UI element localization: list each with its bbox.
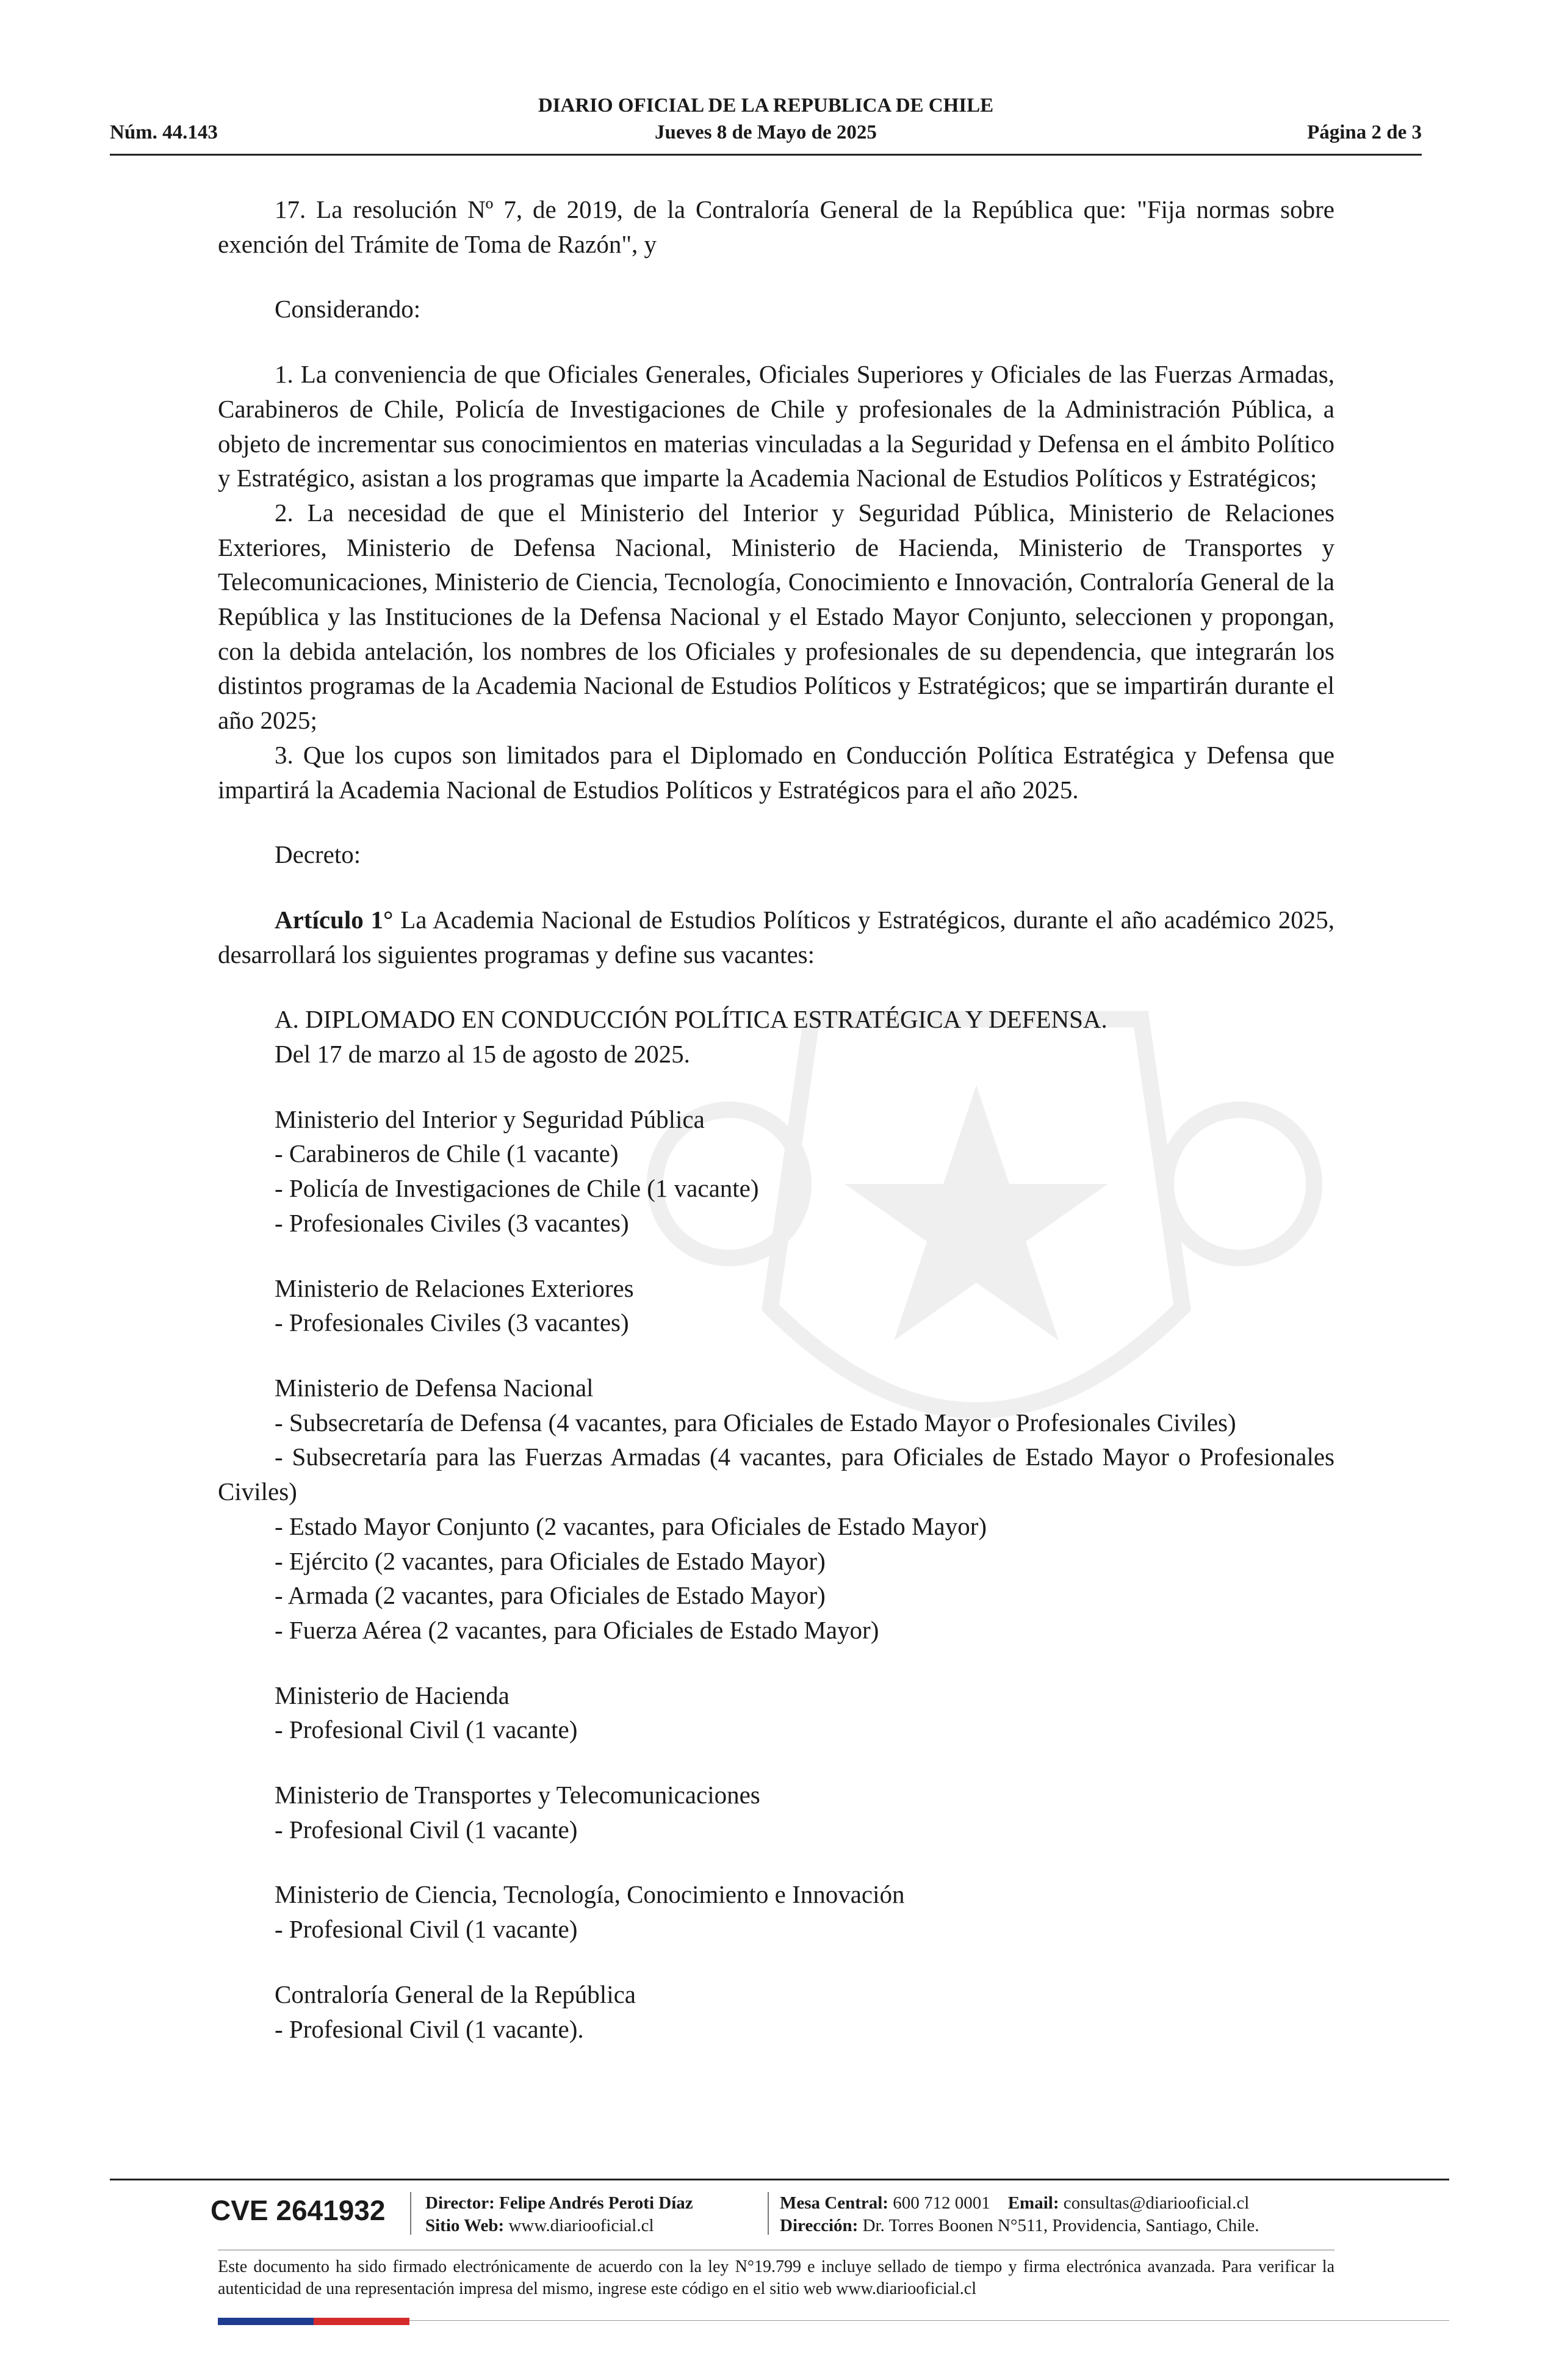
page-header — [110, 95, 1422, 150]
decreto-heading: Decreto: — [275, 840, 361, 869]
footer-divider — [110, 2179, 1449, 2180]
list-item: - Policía de Investigaciones de Chile (1 vacante) — [275, 1174, 759, 1203]
list-item: - Profesionales Civiles (3 vacantes) — [275, 1208, 629, 1237]
ministry-title: Contraloría General de la República — [275, 1980, 636, 2008]
site-link[interactable]: www.diariooficial.cl — [508, 2216, 654, 2235]
flag-red-stripe — [314, 2318, 409, 2325]
mesa-phone: 600 712 0001 — [893, 2193, 990, 2213]
cve-code: CVE 2641932 — [211, 2194, 386, 2226]
mesa-label: Mesa Central: — [780, 2193, 888, 2213]
list-item: - Subsecretaría para las Fuerzas Armadas (4 vacantes, para Oficiales de Estado Mayor o Profesionales Civiles) — [218, 1443, 1334, 1506]
issue-number: Núm. 44.143 — [110, 121, 218, 143]
list-item: - Profesional Civil (1 vacante) — [275, 1815, 578, 1844]
flag-blue-stripe — [218, 2318, 314, 2325]
ministry-title: Ministerio de Defensa Nacional — [275, 1373, 594, 1402]
director-label: Director: — [425, 2193, 495, 2213]
flag-stripe — [218, 2318, 409, 2325]
director-name: Felipe Andrés Peroti Díaz — [499, 2193, 693, 2213]
address-label: Dirección: — [780, 2216, 859, 2235]
list-item: - Fuerza Aérea (2 vacantes, para Oficiales de Estado Mayor) — [275, 1615, 879, 1644]
legal-notice: Este documento ha sido firmado electrónicamente de acuerdo con la ley N°19.799 e incluye sellado de tiempo y firma electrónica avanzada. Para verificar la autenticidad de una representación impresa del mismo, ingrese este código en el sitio web www.diariooficial.cl — [218, 2257, 1334, 2298]
article-1 — [218, 903, 1334, 972]
ministry-title: Ministerio de Relaciones Exteriores — [275, 1274, 634, 1302]
considerando-3: 3. Que los cupos son limitados para el Diplomado en Conducción Política Estratégica y Defensa que impartirá la Academia Nacional de Estudios Políticos y Estratégicos para el año 2025. — [218, 740, 1334, 804]
ministry-title: Ministerio del Interior y Seguridad Pública — [275, 1105, 705, 1133]
article-1-label: Artículo 1° — [275, 905, 394, 934]
document-body — [218, 192, 1334, 2046]
list-item: - Profesional Civil (1 vacante) — [275, 1715, 578, 1744]
footer-contact-block — [780, 2192, 1259, 2237]
considerando-1: 1. La conveniencia de que Oficiales Generales, Oficiales Superiores y Oficiales de las Fuerzas Armadas, Carabineros de Chile, Policía de Investigaciones de Chile y profesionales de la Administración Pública, a objeto de incrementar sus conocimientos en materias vinculadas a la Seguridad y Defensa en el ámbito Político y Estratégico, asistan a los programas que imparte la Academia Nacional de Estudios Políticos y Estratégicos; — [218, 360, 1334, 492]
list-item: - Ejército (2 vacantes, para Oficiales de Estado Mayor) — [275, 1546, 826, 1575]
ministry-title: Ministerio de Ciencia, Tecnología, Conocimiento e Innovación — [275, 1880, 905, 1909]
page-number: Página 2 de 3 — [1307, 121, 1422, 143]
email-link[interactable]: consultas@diariooficial.cl — [1063, 2193, 1250, 2213]
list-item: - Estado Mayor Conjunto (2 vacantes, para Oficiales de Estado Mayor) — [275, 1512, 987, 1540]
header-divider — [110, 154, 1422, 156]
footer-separator — [768, 2192, 769, 2235]
footer-divider — [409, 2320, 1449, 2321]
list-item: - Carabineros de Chile (1 vacante) — [275, 1139, 619, 1168]
footer-separator — [410, 2192, 411, 2235]
address-text: Dr. Torres Boonen N°511, Providencia, Santiago, Chile. — [862, 2216, 1259, 2235]
program-a-title: A. DIPLOMADO EN CONDUCCIÓN POLÍTICA ESTRATÉGICA Y DEFENSA. — [275, 1005, 1108, 1034]
list-item: - Profesional Civil (1 vacante). — [275, 2014, 584, 2043]
considerando-2: 2. La necesidad de que el Ministerio del Interior y Seguridad Pública, Ministerio de Relaciones Exteriores, Ministerio de Defensa Nacional, Ministerio de Hacienda, Ministerio de Transportes y Telecomunicaciones, Ministerio de Ciencia, Tecnología, Conocimiento e Innovación, Contraloría General de la República y las Instituciones de la Defensa Nacional y el Estado Mayor Conjunto, seleccionen y propongan, con la debida antelación, los nombres de los Oficiales y profesionales de su dependencia, que integrarán los distintos programas de la Academia Nacional de Estudios Políticos y Estratégicos; que se impartirán durante el año 2025; — [218, 498, 1334, 735]
publication-title: DIARIO OFICIAL DE LA REPUBLICA DE CHILE — [538, 95, 994, 117]
considerando-17: 17. La resolución Nº 7, de 2019, de la Contraloría General de la República que: "Fija normas sobre exención del Trámite de Toma de Razón", y — [218, 195, 1334, 258]
program-a-dates: Del 17 de marzo al 15 de agosto de 2025. — [275, 1040, 690, 1069]
footer-divider — [218, 2249, 1334, 2251]
list-item: - Armada (2 vacantes, para Oficiales de Estado Mayor) — [275, 1581, 826, 1610]
list-item: - Profesionales Civiles (3 vacantes) — [275, 1308, 629, 1337]
publication-date: Jueves 8 de Mayo de 2025 — [655, 121, 877, 143]
footer-director-block — [425, 2192, 693, 2237]
site-label: Sitio Web: — [425, 2216, 505, 2235]
ministry-title: Ministerio de Hacienda — [275, 1681, 510, 1709]
article-1-text: La Academia Nacional de Estudios Políticos y Estratégicos, durante el año académico 2025, desarrollará los siguientes programas y define sus vacantes: — [218, 905, 1334, 968]
email-label: Email: — [1007, 2193, 1059, 2213]
list-item: - Subsecretaría de Defensa (4 vacantes, para Oficiales de Estado Mayor o Profesionales Civiles) — [275, 1408, 1236, 1437]
considerando-heading: Considerando: — [275, 295, 421, 323]
ministry-title: Ministerio de Transportes y Telecomunicaciones — [275, 1781, 760, 1809]
list-item: - Profesional Civil (1 vacante) — [275, 1915, 578, 1944]
